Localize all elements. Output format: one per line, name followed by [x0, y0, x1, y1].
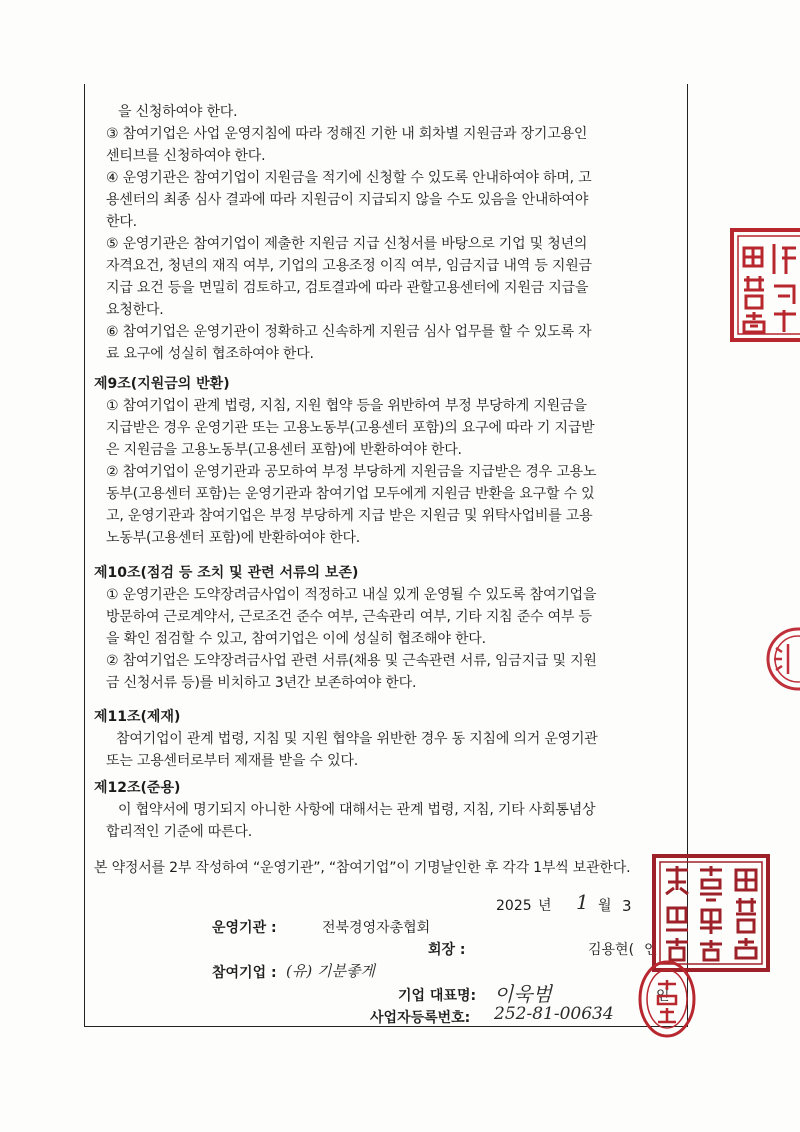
- article-10-line: 방문하여 근로계약서, 근로조건 준수 여부, 근속관리 여부, 기타 지침 준수 여부 등: [106, 609, 592, 625]
- article-12-line: 합리적인 기준에 따른다.: [106, 824, 252, 840]
- clause-line: 을 신청하여야 한다.: [118, 104, 238, 120]
- clause-line: 요청한다.: [106, 302, 164, 318]
- business-reg-label: 사업자등록번호:: [370, 1010, 471, 1026]
- clause-line: 자격요건, 청년의 재직 여부, 기업의 고용조정 이직 여부, 임금지급 내역 등 지원금: [106, 258, 592, 274]
- article-10-line: ① 운영기관은 도약장려금사업이 적정하고 내실 있게 운영될 수 있도록 참여기업을: [106, 587, 597, 603]
- operator-label: 운영기관 :: [212, 920, 277, 936]
- article-12-line: 이 협약서에 명기되지 아니한 사항에 대해서는 관계 법령, 지침, 기타 사회통념상: [118, 802, 596, 818]
- edge-seal-square-top: [728, 226, 800, 344]
- date-day: 3: [622, 897, 632, 915]
- representative-name: 이욱범: [494, 982, 552, 1006]
- article-10-title: 제10조(점검 등 조치 및 관련 서류의 보존): [94, 565, 359, 581]
- article-9-line: ② 참여기업이 운영기관과 공모하여 부정 부당하게 지원금을 지급받은 경우 고용노: [106, 464, 597, 480]
- article-11-line: 참여기업이 관계 법령, 지침 및 지원 협약을 위반한 경우 동 지침에 의거 운영기관: [116, 731, 598, 747]
- date-month: 1: [576, 890, 589, 914]
- article-12-title: 제12조(준용): [94, 780, 181, 796]
- business-reg-number: 252-81-00634: [494, 1004, 614, 1024]
- representative-label: 기업 대표명:: [398, 988, 477, 1004]
- company-round-seal: [636, 958, 698, 1040]
- clause-line: 료 요구에 성실히 협조하여야 한다.: [106, 346, 314, 362]
- representative-seal-mark: 인: [656, 988, 670, 1004]
- article-9-line: 고, 운영기관과 참여기업은 부정 부당하게 지급 받은 지원금 및 위탁사업비를 고용: [106, 508, 593, 524]
- clause-line: 지급 요건 등을 면밀히 검토하고, 검토결과에 따라 관할고용센터에 지원금 지급을: [106, 280, 589, 296]
- article-9-line: 노동부(고용센터 포함)에 반환하여야 한다.: [106, 530, 361, 546]
- date-year-label: 년: [538, 898, 552, 914]
- article-11-line: 또는 고용센터로부터 제재를 받을 수 있다.: [106, 753, 359, 769]
- participant-label: 참여기업 :: [212, 965, 277, 981]
- article-9-line: 지급받은 경우 운영기관 또는 고용노동부(고용센터 포함)의 요구에 따라 기 지급받: [106, 420, 595, 436]
- article-9-line: 동부(고용센터 포함)는 운영기관과 참여기업 모두에게 지원금 반환을 요구할 수 있: [106, 486, 595, 502]
- chairman-seal-mark: 인: [644, 942, 658, 958]
- article-11-title: 제11조(제재): [94, 709, 181, 725]
- document-frame: [84, 84, 688, 1027]
- clause-line: 센티브를 신청하여야 한다.: [106, 148, 266, 164]
- article-9-line: ① 참여기업이 관계 법령, 지침, 지원 협약 등을 위반하여 부정 부당하게 지원금을: [106, 398, 587, 414]
- operator-name: 전북경영자총협회: [322, 920, 431, 936]
- date-month-label: 월: [598, 898, 612, 914]
- clause-line: ⑤ 운영기관은 참여기업이 제출한 지원금 지급 신청서를 바탕으로 기업 및 청년의: [106, 236, 588, 252]
- clause-line: 용센터의 최종 심사 결과에 따라 지원금이 지급되지 않을 수도 있음을 안내하여야: [106, 192, 589, 208]
- article-9-title: 제9조(지원금의 반환): [94, 376, 230, 392]
- clause-line: 한다.: [106, 214, 137, 230]
- article-10-line: 금 신청서류 등)를 비치하고 3년간 보존하여야 한다.: [106, 675, 417, 691]
- edge-seal-round-mid: [760, 626, 800, 692]
- chairman-label: 회장 :: [428, 942, 466, 958]
- article-9-line: 은 지원금을 고용노동부(고용센터 포함)에 반환하여야 한다.: [106, 442, 462, 458]
- participant-name: (유) 기분좋게: [286, 962, 375, 980]
- operator-official-seal: [650, 852, 772, 974]
- chairman-name: 김용현(: [588, 942, 635, 958]
- clause-line: ⑥ 참여기업은 운영기관이 정확하고 신속하게 지원금 심사 업무를 할 수 있도록 자: [106, 324, 592, 340]
- article-10-line: ② 참여기업은 도약장려금사업 관련 서류(채용 및 근속관련 서류, 임금지급 및 지원: [106, 653, 597, 669]
- article-10-line: 을 확인 점검할 수 있고, 참여기업은 이에 성실히 협조해야 한다.: [106, 631, 486, 647]
- clause-line: ④ 운영기관은 참여기업이 지원금을 적기에 신청할 수 있도록 안내하여야 하며, 고: [106, 170, 592, 186]
- date-year: 2025: [496, 898, 532, 914]
- clause-line: ③ 참여기업은 사업 운영지침에 따라 정해진 기한 내 회차별 지원금과 장기고용인: [106, 126, 588, 142]
- closing-statement: 본 약정서를 2부 작성하여 “운영기관”, “참여기업”이 기명날인한 후 각각 1부씩 보관한다.: [94, 860, 631, 876]
